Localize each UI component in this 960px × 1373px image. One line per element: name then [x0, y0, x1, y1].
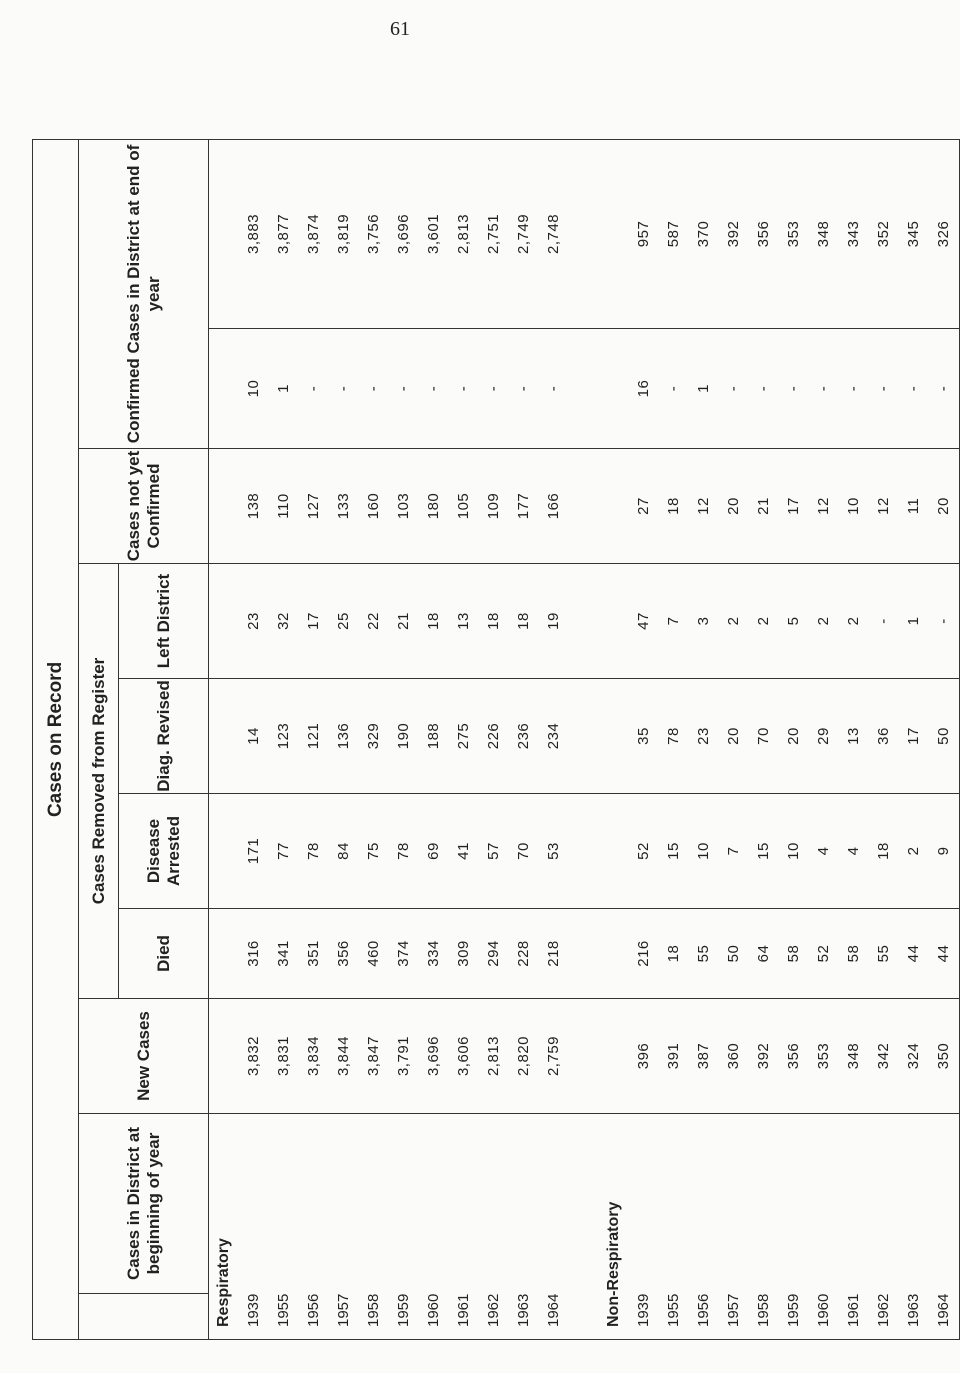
cell-value: 17 [905, 727, 922, 745]
cell-value: 121 [305, 722, 322, 750]
cell-value: 341 [275, 940, 292, 967]
column-left-district [209, 449, 960, 564]
cell-value: 180 [425, 492, 442, 520]
cell-value: 13 [845, 727, 862, 745]
cell-value: 10 [695, 842, 712, 860]
year-label: 1958 [755, 1293, 772, 1327]
cell-value: 20 [935, 497, 952, 515]
cell-value: 2 [905, 846, 922, 856]
cell-value: 3,601 [425, 213, 442, 254]
year-label: 1939 [245, 1293, 262, 1327]
cell-value: 18 [875, 842, 892, 860]
cell-value: 18 [425, 612, 442, 630]
year-label: 1962 [485, 1293, 502, 1327]
year-label: 1959 [395, 1293, 412, 1327]
cell-value: 55 [875, 944, 892, 963]
cell-value: 138 [245, 492, 262, 520]
cell-value: 23 [695, 727, 712, 745]
column-end-of-year [209, 139, 960, 328]
cell-value: 12 [815, 497, 832, 515]
cell-value: 3,831 [275, 1035, 292, 1077]
non-respiratory-label: Non-Respiratory [605, 1201, 622, 1327]
cell-value: 41 [455, 842, 472, 860]
cell-value: 10 [785, 842, 802, 860]
cell-value: 4 [815, 846, 832, 856]
cell-value: 160 [365, 492, 382, 520]
cell-value: 392 [725, 220, 742, 248]
year-label: 1963 [515, 1293, 532, 1327]
cell-value: 2 [845, 616, 862, 626]
cell-value: 324 [905, 1042, 922, 1070]
cell-value: 1 [275, 384, 292, 393]
cases-on-record-header: Cases on Record [33, 139, 79, 1339]
cell-value: 127 [305, 492, 322, 520]
cell-value: 23 [245, 612, 262, 630]
cell-value: 70 [515, 842, 532, 860]
cell-value: 5 [785, 616, 802, 626]
header-left-district: Left District [119, 564, 209, 679]
cell-value: - [395, 385, 412, 392]
cell-value: 2,813 [455, 213, 472, 254]
header-arrested: Disease Arrested [119, 794, 209, 909]
column-died [209, 794, 960, 909]
cell-value: 78 [395, 842, 412, 860]
cell-value: 29 [815, 727, 832, 745]
cell-value: 58 [845, 944, 862, 963]
cell-value: - [815, 385, 832, 392]
cell-value: 25 [335, 612, 352, 630]
cell-value: 2,751 [485, 213, 502, 254]
year-label: 1956 [305, 1293, 322, 1327]
cell-value: 110 [275, 493, 292, 519]
cell-value: - [665, 385, 682, 392]
cell-value: 12 [695, 497, 712, 515]
cell-value: 105 [455, 492, 472, 520]
cell-value: 348 [845, 1042, 862, 1070]
cell-value: 345 [905, 220, 922, 248]
cell-value: 10 [245, 379, 262, 398]
cell-value: 53 [545, 842, 562, 860]
cell-value: 16 [635, 379, 652, 398]
cell-value: 370 [695, 220, 712, 248]
cell-value: 44 [935, 944, 952, 963]
tuberculosis-register-table [32, 139, 960, 1340]
cell-value: 226 [485, 722, 502, 750]
cell-value: 343 [845, 220, 862, 248]
cell-value: - [845, 385, 862, 392]
year-label: 1964 [935, 1293, 952, 1327]
year-label: 1959 [785, 1293, 802, 1327]
cell-value: 20 [785, 727, 802, 745]
cell-value: 3,847 [365, 1035, 382, 1077]
year-label: 1962 [875, 1293, 892, 1327]
column-beginning [209, 999, 960, 1114]
cell-value: 78 [305, 842, 322, 860]
header-new-cases: New Cases [79, 999, 209, 1114]
cell-value: 1 [905, 616, 922, 626]
cell-value: 3,819 [335, 213, 352, 254]
year-labels-cell [209, 1114, 960, 1340]
column-new-cases [209, 909, 960, 999]
cell-value: 10 [845, 497, 862, 515]
cell-value: 12 [875, 497, 892, 515]
cell-value: 27 [635, 497, 652, 515]
cell-value: 3,844 [335, 1035, 352, 1077]
cell-value: 7 [725, 846, 742, 856]
cell-value: 351 [305, 940, 322, 967]
cell-value: 460 [365, 940, 382, 967]
cell-value: - [545, 385, 562, 392]
cell-value: 3,606 [455, 1035, 472, 1077]
year-label: 1958 [365, 1293, 382, 1327]
cell-value: 334 [425, 940, 442, 967]
cell-value: 3,834 [305, 1035, 322, 1077]
cell-value: 2 [755, 616, 772, 626]
page-number: 61 [390, 18, 410, 40]
cell-value: 57 [485, 842, 502, 860]
column-arrested [209, 679, 960, 794]
cell-value: 309 [455, 940, 472, 967]
header-beginning: Cases in District at beginning of year [79, 1114, 209, 1294]
cell-value: 3 [695, 616, 712, 626]
header-died: Died [119, 909, 209, 999]
cell-value: 329 [365, 722, 382, 750]
cell-value: 18 [485, 612, 502, 630]
year-label: 1956 [695, 1293, 712, 1327]
cell-value: 2,820 [515, 1035, 532, 1077]
cell-value: 218 [545, 940, 562, 967]
cell-value: 353 [815, 1042, 832, 1070]
cell-value: - [335, 385, 352, 392]
cell-value: 3,883 [245, 213, 262, 254]
header-not-confirmed: Cases not yet Confirmed [79, 449, 209, 564]
respiratory-label: Respiratory [215, 1238, 232, 1327]
cell-value: 14 [245, 727, 262, 745]
cell-value: 2,748 [545, 213, 562, 254]
cell-value: 356 [335, 940, 352, 967]
cell-value: 15 [755, 842, 772, 860]
cell-value: - [905, 385, 922, 392]
cell-value: 64 [755, 944, 772, 963]
cell-value: 3,756 [365, 213, 382, 254]
year-label: 1964 [545, 1293, 562, 1327]
cell-value: 360 [725, 1042, 742, 1070]
header-revised: Diag. Revised [119, 679, 209, 794]
cell-value: 20 [725, 497, 742, 515]
cell-value: 294 [485, 940, 502, 967]
year-label: 1961 [845, 1293, 862, 1327]
cell-value: 47 [635, 612, 652, 630]
cell-value: - [935, 385, 952, 392]
cell-value: 228 [515, 940, 532, 967]
cell-value: 326 [935, 220, 952, 248]
cell-value: 52 [815, 944, 832, 963]
column-not-confirmed [209, 329, 960, 449]
cell-value: 1 [695, 384, 712, 393]
cell-value: 21 [395, 612, 412, 630]
cell-value: 20 [725, 727, 742, 745]
cell-value: 19 [545, 612, 562, 630]
cell-value: 316 [245, 940, 262, 967]
cell-value: - [515, 385, 532, 392]
year-label: 1955 [665, 1293, 682, 1327]
cell-value: 190 [395, 722, 412, 750]
cell-value: 387 [695, 1042, 712, 1070]
cell-value: 21 [755, 497, 772, 515]
cell-value: 3,832 [245, 1035, 262, 1077]
cell-value: 103 [395, 492, 412, 520]
cell-value: 84 [335, 842, 352, 860]
cell-value: 348 [815, 220, 832, 248]
cell-value: 342 [875, 1042, 892, 1070]
cell-value: 587 [665, 220, 682, 248]
cell-value: 17 [785, 497, 802, 515]
cell-value: 3,791 [395, 1035, 412, 1077]
cell-value: 2,813 [485, 1035, 502, 1077]
cell-value: 123 [275, 722, 292, 750]
cell-value: 36 [875, 727, 892, 745]
cell-value: 18 [515, 612, 532, 630]
cell-value: - [875, 385, 892, 392]
cell-value: 177 [515, 492, 532, 520]
rotated-table-container [32, 140, 952, 1340]
cell-value: 58 [785, 944, 802, 963]
cell-value: 391 [665, 1042, 682, 1070]
year-label: 1957 [725, 1293, 742, 1327]
cell-value: - [935, 618, 952, 624]
cell-value: 374 [395, 940, 412, 967]
cell-value: 35 [635, 727, 652, 745]
cell-value: 2 [815, 616, 832, 626]
cell-value: - [875, 618, 892, 624]
cell-value: 352 [875, 220, 892, 248]
cell-value: 3,696 [425, 1035, 442, 1077]
cell-value: 2,759 [545, 1035, 562, 1077]
cell-value: 52 [635, 842, 652, 860]
cell-value: - [365, 385, 382, 392]
cell-value: 69 [425, 842, 442, 860]
cell-value: 15 [665, 842, 682, 860]
cell-value: 55 [695, 944, 712, 963]
year-label: 1960 [815, 1293, 832, 1327]
cell-value: 70 [755, 727, 772, 745]
cell-value: - [305, 385, 322, 392]
cell-value: 22 [365, 612, 382, 630]
cell-value: 234 [545, 722, 562, 750]
cell-value: 3,696 [395, 213, 412, 254]
cell-value: - [485, 385, 502, 392]
cell-value: - [455, 385, 472, 392]
cell-value: 75 [365, 842, 382, 860]
cell-value: 275 [455, 722, 472, 750]
cell-value: 3,877 [275, 213, 292, 254]
cell-value: 4 [845, 846, 862, 856]
cell-value: - [785, 385, 802, 392]
blank-header-cell [79, 1294, 209, 1340]
cell-value: 133 [335, 492, 352, 520]
cell-value: 356 [785, 1042, 802, 1070]
cell-value: 32 [275, 612, 292, 630]
cell-value: 396 [635, 1042, 652, 1070]
cell-value: 392 [755, 1042, 772, 1070]
cell-value: 3,874 [305, 213, 322, 254]
cell-value: 2 [725, 616, 742, 626]
cell-value: - [425, 385, 442, 392]
year-label: 1960 [425, 1293, 442, 1327]
cell-value: 136 [335, 722, 352, 750]
cell-value: 78 [665, 727, 682, 745]
column-revised [209, 564, 960, 679]
cell-value: 11 [905, 497, 922, 515]
cell-value: 109 [485, 492, 502, 520]
cell-value: 13 [455, 612, 472, 630]
cell-value: 236 [515, 722, 532, 750]
cell-value: - [725, 385, 742, 392]
cell-value: 18 [665, 497, 682, 515]
cell-value: 44 [905, 944, 922, 963]
cell-value: 353 [785, 220, 802, 248]
year-label: 1957 [335, 1293, 352, 1327]
year-label: 1963 [905, 1293, 922, 1327]
cell-value: 350 [935, 1042, 952, 1070]
cell-value: 50 [935, 727, 952, 745]
cell-value: - [755, 385, 772, 392]
cell-value: 188 [425, 722, 442, 750]
header-removed-group: Cases Removed from Register [79, 564, 119, 999]
cell-value: 18 [665, 944, 682, 963]
cell-value: 77 [275, 842, 292, 860]
cell-value: 2,749 [515, 213, 532, 254]
cell-value: 957 [635, 220, 652, 248]
year-label: 1955 [275, 1293, 292, 1327]
cell-value: 50 [725, 944, 742, 963]
cell-value: 9 [935, 846, 952, 856]
year-label: 1939 [635, 1293, 652, 1327]
cell-value: 356 [755, 220, 772, 248]
cell-value: 166 [545, 492, 562, 520]
cell-value: 17 [305, 612, 322, 630]
year-label: 1961 [455, 1293, 472, 1327]
cell-value: 216 [635, 940, 652, 967]
cell-value: 171 [245, 837, 262, 865]
cell-value: 7 [665, 616, 682, 626]
header-end-of-year: Confirmed Cases in District at end of year [79, 139, 209, 448]
